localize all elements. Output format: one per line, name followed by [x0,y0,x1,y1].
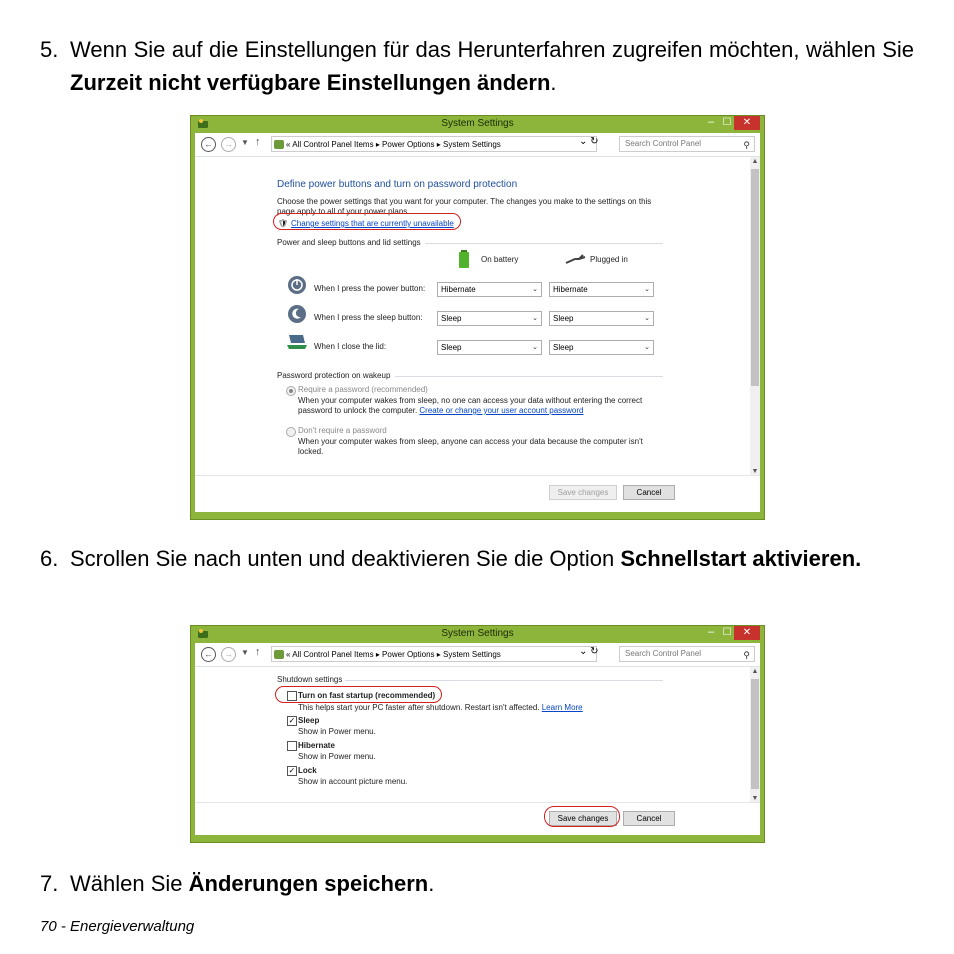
col-on-battery: On battery [481,255,519,264]
lid-label: When I close the lid: [314,342,387,351]
close-button[interactable]: ✕ [734,626,760,640]
minimize-button[interactable]: – [707,626,715,638]
sleep-button-plugged-select[interactable] [549,311,654,326]
dont-require-password-desc-1: When your computer wakes from sleep, anyone can access your data because the computer isn't [298,437,643,446]
scroll-down-icon[interactable]: ▼ [751,795,759,802]
sleep-button-label: When I press the sleep button: [314,313,423,322]
select-value: Sleep [553,314,574,323]
power-button-icon [287,275,307,295]
search-input[interactable] [619,646,755,662]
button-bar [195,475,760,512]
scrollbar-thumb[interactable] [751,679,759,789]
window-title: System Settings [441,628,514,639]
step-text-end: . [550,70,557,95]
scrollbar[interactable] [750,667,760,803]
title-bar [191,116,764,133]
step-7 [40,867,914,900]
page-footer: 70 - Energieverwaltung [40,918,195,935]
section-power-buttons: Power and sleep buttons and lid settings [277,238,421,247]
sleep-checkbox[interactable]: ✓ [288,716,296,725]
scroll-up-icon[interactable]: ▲ [751,668,759,675]
up-arrow-icon[interactable]: ↑ [255,646,261,658]
fast-startup-desc [298,703,583,712]
sleep-button-battery-select[interactable] [437,311,542,326]
maximize-button[interactable]: ☐ [722,117,732,128]
back-icon[interactable]: ← [201,137,216,152]
search-icon[interactable]: ⚲ [743,650,750,660]
change-settings-link[interactable]: Change settings that are currently unavailable [291,219,454,228]
laptop-lid-icon [285,333,309,351]
back-icon[interactable]: ← [201,647,216,662]
chevron-down-icon: ⌄ [644,286,650,293]
button-bar [195,802,760,835]
highlight-circle [544,806,620,827]
forward-icon[interactable]: → [221,137,236,152]
step-text-bold: Zurzeit nicht verfügbare Einstellungen ändern [70,70,551,95]
dont-require-password-desc-2: locked. [298,447,324,456]
system-settings-window-1 [190,115,765,520]
select-value: Hibernate [441,285,476,294]
history-dropdown-icon[interactable]: ▼ [241,138,249,147]
select-value: Sleep [441,343,462,352]
chevron-down-icon: ⌄ [532,344,538,351]
breadcrumb[interactable] [271,646,597,662]
fast-startup-label: Turn on fast startup (recommended) [298,691,436,700]
battery-icon [458,250,470,268]
lid-battery-select[interactable] [437,340,542,355]
lock-checkbox[interactable]: ✓ [288,766,296,775]
intro-text-2: page apply to all of your power plans. [277,207,410,216]
address-bar [195,643,760,667]
power-button-plugged-select[interactable] [549,282,654,297]
breadcrumb[interactable] [271,136,597,152]
sleep-label: Sleep [298,716,320,725]
forward-icon[interactable]: → [221,647,236,662]
select-value: Sleep [441,314,462,323]
window-title: System Settings [441,118,514,129]
search-placeholder: Search Control Panel [625,649,702,658]
breadcrumb-text: « All Control Panel Items ▸ Power Options ▸ System Settings [286,140,501,149]
section-password-wakeup: Password protection on wakeup [277,371,391,380]
lock-label: Lock [298,766,317,775]
save-changes-button[interactable]: Save changes [549,811,617,826]
sleep-button-icon [287,304,307,324]
history-dropdown-icon[interactable]: ▼ [241,648,249,657]
scrollbar[interactable] [750,157,760,476]
up-arrow-icon[interactable]: ↑ [255,136,261,148]
require-password-desc-1: When your computer wakes from sleep, no one can access your data without entering the correct [298,396,643,405]
hibernate-label: Hibernate [298,741,335,750]
intro-text-1: Choose the power settings that you want for your computer. The changes you make to the settings on this [277,197,652,206]
section-divider [425,243,663,244]
power-button-label: When I press the power button: [314,284,426,293]
require-password-radio[interactable] [286,386,296,396]
desc-text: This helps start your PC faster after shutdown. Restart isn't affected. [298,703,542,712]
section-shutdown-settings: Shutdown settings [277,675,343,684]
create-password-link[interactable]: Create or change your user account password [419,406,584,415]
chevron-down-icon: ⌄ [532,286,538,293]
step-text-bold: Änderungen speichern [188,871,429,896]
highlight-circle [275,686,442,703]
step-text-plain: Wenn Sie auf die Einstellungen für das Herunterfahren zugreifen möchten, wählen Sie [70,37,914,62]
close-button[interactable]: ✕ [734,116,760,130]
select-value: Sleep [553,343,574,352]
scroll-down-icon[interactable]: ▼ [751,468,759,475]
minimize-button[interactable]: – [707,116,715,128]
scroll-up-icon[interactable]: ▲ [751,158,759,165]
control-panel-icon [274,140,284,149]
chevron-down-icon: ⌄ [532,315,538,322]
step-text-plain: Scrollen Sie nach unten und deaktivieren Sie die Option [70,546,621,571]
learn-more-link[interactable]: Learn More [541,703,583,712]
section-divider [395,376,663,377]
chevron-down-icon: ⌄ [644,315,650,322]
breadcrumb-text: « All Control Panel Items ▸ Power Options ▸ System Settings [286,650,501,659]
step-text-end: . [428,871,435,896]
refresh-icon[interactable]: ⌄ ↻ [579,646,599,657]
search-placeholder: Search Control Panel [625,139,702,148]
step-number: 6. [40,546,59,571]
chevron-down-icon: ⌄ [644,344,650,351]
step-text-bold: Schnellstart aktivieren. [620,546,862,571]
step-6 [40,542,914,575]
search-input[interactable] [619,136,755,152]
step-5 [40,33,914,99]
step-text [70,867,914,900]
highlight-circle [273,213,461,230]
cancel-button[interactable]: Cancel [623,485,675,500]
scrollbar-thumb[interactable] [751,169,759,386]
step-text-plain: Wählen Sie [70,871,189,896]
window-content [195,667,760,835]
step-text [70,33,914,99]
cancel-button[interactable]: Cancel [623,811,675,826]
save-changes-button[interactable]: Save changes [549,485,617,500]
page-heading: Define power buttons and turn on password protection [277,179,518,190]
shield-icon: 🛡 [278,219,289,228]
require-password-desc-2 [298,406,584,415]
refresh-icon[interactable]: ⌄ ↻ [579,136,599,147]
title-bar [191,626,764,643]
lid-plugged-select[interactable] [549,340,654,355]
step-text [70,542,914,575]
system-settings-window-2 [190,625,765,843]
search-icon[interactable]: ⚲ [743,140,750,150]
step-number: 5. [40,37,59,62]
window-content [195,157,760,512]
power-button-battery-select[interactable] [437,282,542,297]
step-number: 7. [40,871,59,896]
desc-text: password to unlock the computer. [298,406,420,415]
plug-icon [565,253,587,265]
lock-desc: Show in account picture menu. [298,777,408,786]
select-value: Hibernate [553,285,588,294]
dont-require-password-radio[interactable] [286,427,296,437]
hibernate-checkbox[interactable] [287,741,297,751]
col-plugged-in: Plugged in [590,255,628,264]
sleep-desc: Show in Power menu. [298,727,376,736]
control-panel-icon [274,650,284,659]
maximize-button[interactable]: ☐ [722,627,732,638]
address-bar [195,133,760,157]
require-password-label: Require a password (recommended) [298,385,428,394]
section-divider [345,680,663,681]
dont-require-password-label: Don't require a password [298,426,387,435]
hibernate-desc: Show in Power menu. [298,752,376,761]
